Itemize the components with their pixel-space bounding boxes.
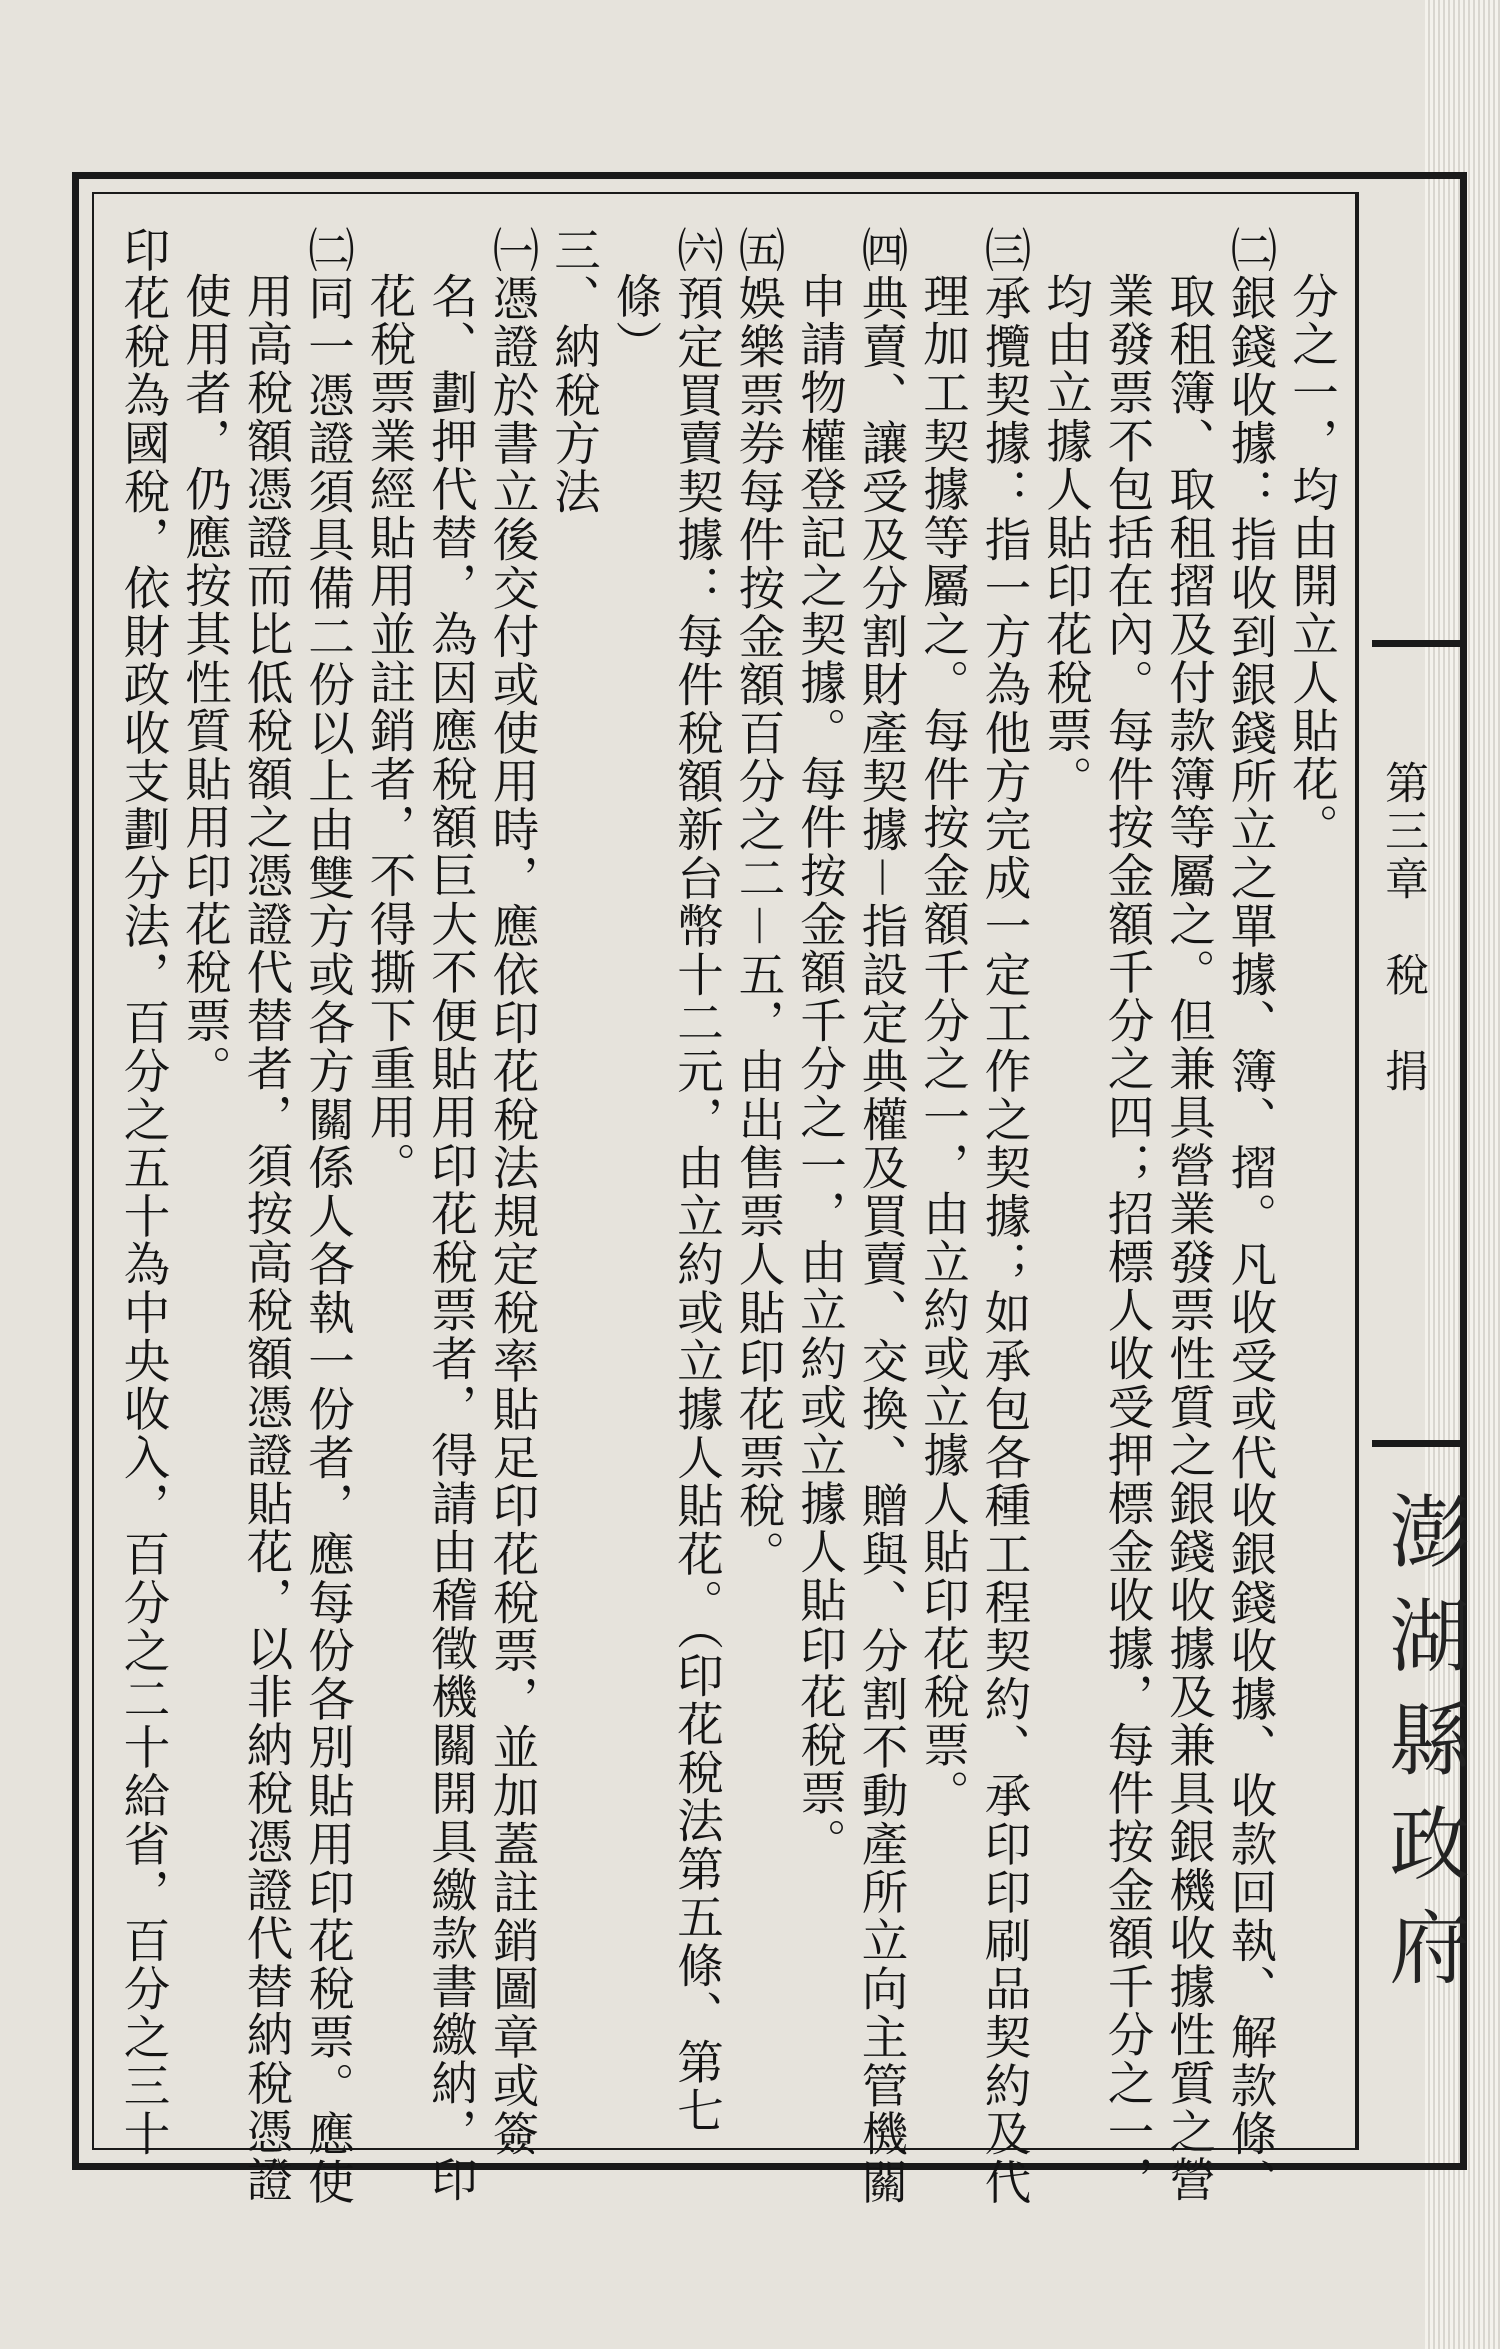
- header-rule-bottom: [1372, 1440, 1467, 1447]
- text-column: 印花稅為國稅，依財政收支劃分法，百分之五十為中央收入，百分之二十給省，百分之三十: [116, 226, 171, 2158]
- text-column: ㈡同一憑證須具備二份以上由雙方或各方關係人各執一份者，應每份各別貼用印花稅票。應使: [301, 226, 355, 2207]
- text-body: [112, 226, 1342, 2207]
- text-column: 使用者，仍應按其性質貼用印花稅票。: [178, 272, 232, 1094]
- text-column: ㈢承攬契據：指一方為他方完成一定工作之契據；如承包各種工程契約、承印印刷品契約及代: [977, 226, 1032, 2207]
- side-rule: [1357, 192, 1359, 2150]
- chapter-header: 第三章 稅 捐: [1377, 760, 1428, 1096]
- text-column: ㈠憑證於書立後交付或使用時，應依印花稅法規定稅率貼足印花稅票，並加蓋註銷圖章或簽: [485, 226, 540, 2158]
- header-rule-top: [1372, 640, 1467, 647]
- text-column: ㈥預定買賣契據：每件稅額新台幣十二元，由立約或立據人貼花。（印花稅法第五條、第七: [670, 226, 724, 2135]
- text-column: 條）: [608, 272, 663, 369]
- publisher-mark: 澎湖縣政府: [1376, 1490, 1469, 2010]
- text-column: 申請物權登記之契據。每件按金額千分之一，由立約或立據人貼印花稅票。: [793, 272, 847, 1866]
- text-column: ㈡銀錢收據：指收到銀錢所立之單據、簿、摺。凡收受或代收銀錢收據、收款回執、解款條、: [1223, 226, 1278, 2207]
- text-column: 取租簿、取租摺及付款簿等屬之。但兼具營業發票性質之銀錢收據及兼具銀機收據性質之營: [1162, 272, 1216, 2204]
- text-column: ㈤娛樂票券每件按金額百分之二－五，由出售票人貼印花票稅。: [731, 226, 786, 1579]
- text-column: 均由立據人貼印花稅票。: [1039, 272, 1093, 804]
- text-column: 業發票不包括在內。每件按金額千分之四；招標人收受押標金收據，每件按金額千分之一，: [1100, 272, 1155, 2204]
- text-column: 花稅票業經貼用並註銷者，不得撕下重用。: [362, 272, 417, 1190]
- text-column: 理加工契據等屬之。每件按金額千分之一，由立約或立據人貼印花稅票。: [916, 272, 970, 1818]
- text-column: 名、劃押代替，為因應稅額巨大不便貼用印花稅票者，得請由稽徵機關開具繳款書繳納，印: [424, 272, 478, 2204]
- text-column: 用高稅額憑證而比低稅額之憑證代替者，須按高稅額憑證貼花，以非納稅憑證代替納稅憑證: [239, 272, 294, 2204]
- text-column: 分之一，均由開立人貼花。: [1285, 272, 1339, 852]
- section-heading: 三、納稅方法: [547, 226, 601, 516]
- text-column: ㈣典賣、讓受及分割財產契據－指設定典權及買賣、交換、贈與、分割不動產所立向主管機關: [854, 226, 909, 2207]
